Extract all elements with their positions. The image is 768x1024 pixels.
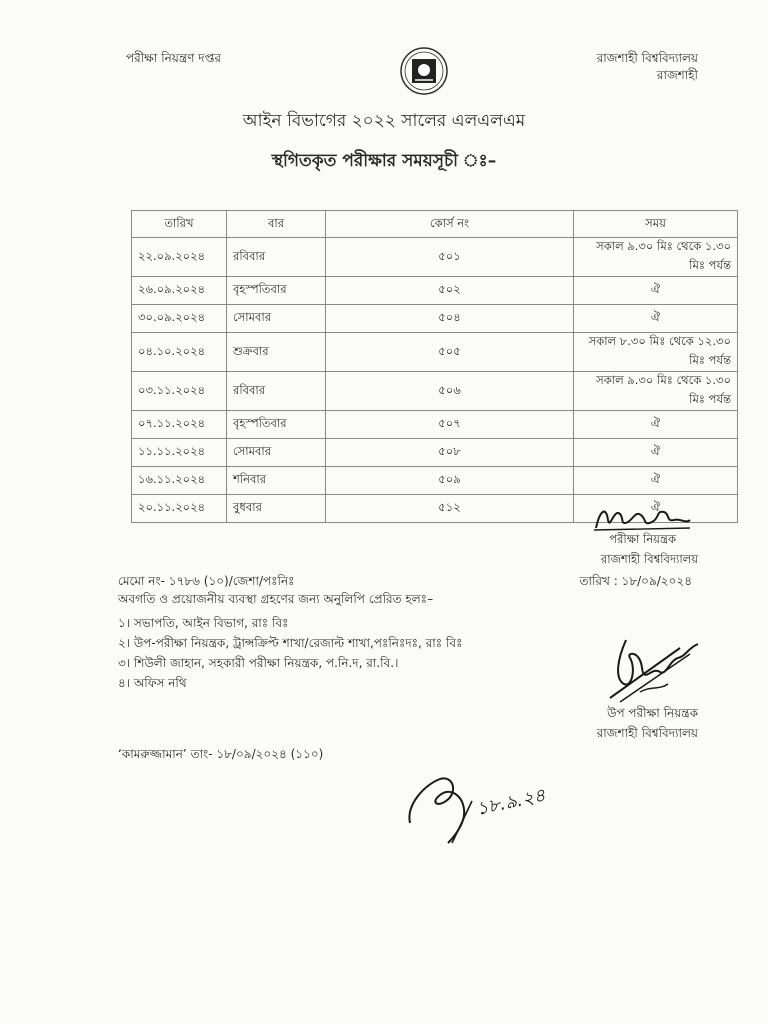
office-name: পরীক্ষা নিয়ন্ত্রণ দপ্তর: [126, 51, 222, 65]
controller-university: রাজশাহী বিশ্ববিদ্যালয়: [600, 552, 698, 566]
table-row: [132, 372, 738, 411]
row-date: ২২.০৯.২০২৪: [132, 238, 227, 277]
university-address: [597, 50, 698, 84]
row-day: শুক্রবার: [227, 333, 326, 372]
table-row: [132, 305, 738, 333]
table-row: [132, 467, 738, 495]
row-course: ৫১২: [326, 495, 574, 523]
row-time: ঐ: [574, 277, 738, 305]
controller-title: পরীক্ষা নিয়ন্ত্রক: [609, 532, 676, 546]
memo-intro: অবগতি ও প্রয়োজনীয় ব্যবস্থা গ্রহণের জন্য অনুলিপি প্রেরিত হলঃ–: [118, 592, 434, 606]
table-row: [132, 411, 738, 439]
row-date: ২৬.০৯.২০২৪: [132, 277, 227, 305]
row-date: ০৭.১১.২০২৪: [132, 411, 227, 439]
row-day: সোমবার: [227, 305, 326, 333]
row-course: ৫০৪: [326, 305, 574, 333]
handwritten-date: ১৮.৯.২৪: [474, 784, 548, 820]
row-day: বৃহস্পতিবার: [227, 277, 326, 305]
header-course: কোর্স নং: [326, 211, 574, 238]
row-course: ৫০১: [326, 238, 574, 277]
row-time: সকাল ৯.৩০ মিঃ থেকে ১.৩০ মিঃ পর্যন্ত: [574, 238, 738, 277]
table-row: [132, 439, 738, 467]
table-header-row: [132, 211, 738, 238]
schedule-table: [131, 210, 738, 523]
list-item: ৪। অফিস নথি: [118, 676, 187, 690]
page-subtitle: স্থগিতকৃত পরীক্ষার সময়সূচী ঃ–: [271, 151, 497, 171]
row-day: রবিবার: [227, 238, 326, 277]
row-date: ৩০.০৯.২০২৪: [132, 305, 227, 333]
row-time: ঐ: [574, 495, 738, 523]
distribution-list: [118, 613, 462, 693]
deputy-title: উপ পরীক্ষা নিয়ন্ত্রক: [607, 706, 698, 720]
university-name: রাজশাহী বিশ্ববিদ্যালয়: [596, 51, 698, 65]
list-item: ৩। শিউলী জাহান, সহকারী পরীক্ষা নিয়ন্ত্রক, প.নি.দ, রা.বি.।: [118, 656, 399, 670]
row-day: সোমবার: [227, 439, 326, 467]
row-time: সকাল ৯.৩০ মিঃ থেকে ১.৩০ মিঃ পর্যন্ত: [574, 372, 738, 411]
table-row: [132, 277, 738, 305]
typist-note: ‘কামরুজ্জামান’ তাং- ১৮/০৯/২০২৪ (১১০): [118, 747, 324, 761]
row-date: ০৪.১০.২০২৪: [132, 333, 227, 372]
row-course: ৫০২: [326, 277, 574, 305]
row-time: ঐ: [574, 305, 738, 333]
row-time: ঐ: [574, 411, 738, 439]
row-course: ৫০৮: [326, 439, 574, 467]
row-day: রবিবার: [227, 372, 326, 411]
header-time: সময়: [574, 211, 738, 238]
deputy-signature: [600, 628, 710, 708]
row-time: সকাল ৮.৩০ মিঃ থেকে ১২.৩০ মিঃ পর্যন্ত: [574, 333, 738, 372]
row-time: ঐ: [574, 439, 738, 467]
header-date: তারিখ: [132, 211, 227, 238]
row-time: ঐ: [574, 467, 738, 495]
row-course: ৫০৭: [326, 411, 574, 439]
handwritten-initial: [400, 765, 575, 845]
deputy-university: রাজশাহী বিশ্ববিদ্যালয়: [596, 726, 698, 740]
row-day: শনিবার: [227, 467, 326, 495]
row-date: ১১.১১.২০২৪: [132, 439, 227, 467]
header-day: বার: [227, 211, 326, 238]
city-name: রাজশাহী: [656, 68, 698, 82]
memo-date: তারিখ : ১৮/০৯/২০২৪: [579, 574, 692, 588]
row-date: ১৬.১১.২০২৪: [132, 467, 227, 495]
row-course: ৫০৯: [326, 467, 574, 495]
row-date: ২০.১১.২০২৪: [132, 495, 227, 523]
page-title: আইন বিভাগের ২০২২ সালের এলএলএম: [242, 111, 526, 131]
table-row: [132, 238, 738, 277]
row-date: ০৩.১১.২০২৪: [132, 372, 227, 411]
table-row: [132, 333, 738, 372]
row-course: ৫০৬: [326, 372, 574, 411]
memo-number: মেমো নং- ১৭৮৬ (১০)/জেশা/পঃনিঃ: [118, 574, 295, 588]
list-item: ১। সভাপতি, আইন বিভাগ, রাঃ বিঃ: [118, 616, 289, 630]
list-item: ২। উপ-পরীক্ষা নিয়ন্ত্রক, ট্রান্সক্রিপ্ট শাখা/রেজাল্ট শাখা,পঃনিঃদঃ, রাঃ বিঃ: [118, 636, 463, 650]
row-course: ৫০৫: [326, 333, 574, 372]
university-logo-icon: [399, 46, 449, 96]
row-day: বৃহস্পতিবার: [227, 411, 326, 439]
row-day: বুধবার: [227, 495, 326, 523]
